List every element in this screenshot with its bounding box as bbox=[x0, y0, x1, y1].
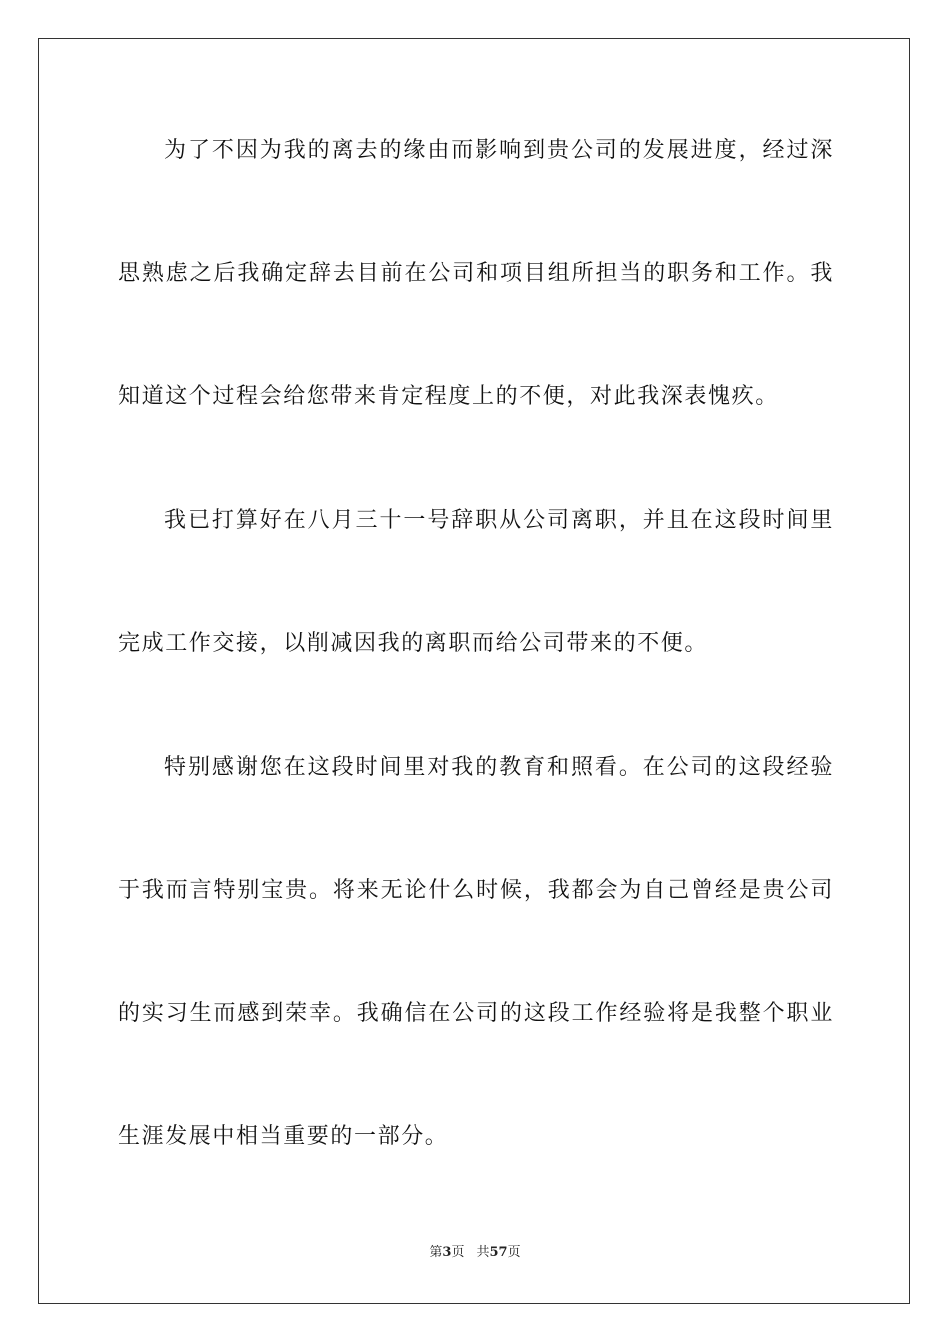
paragraph-3-line-3: 的实习生而感到荣幸。我确信在公司的这段工作经验将是我整个职业 bbox=[118, 1001, 834, 1026]
paragraph-1-line-2: 思熟虑之后我确定辞去目前在公司和项目组所担当的职务和工作。我 bbox=[118, 261, 834, 286]
paragraph-2-line-1: 我已打算好在八月三十一号辞职从公司离职，并且在这段时间里 bbox=[164, 508, 834, 533]
total-prefix: 共 bbox=[476, 1245, 490, 1260]
paragraph-3-line-1: 特别感谢您在这段时间里对我的教育和照看。在公司的这段经验 bbox=[164, 755, 834, 780]
total-suffix: 页 bbox=[507, 1245, 521, 1260]
total-pages: 57 bbox=[489, 1245, 508, 1260]
page-prefix: 第 bbox=[429, 1245, 443, 1260]
paragraph-2-line-2: 完成工作交接，以削减因我的离职而给公司带来的不便。 bbox=[118, 631, 709, 656]
page-number: 3 bbox=[442, 1245, 452, 1260]
paragraph-1-line-3: 知道这个过程会给您带来肯定程度上的不便，对此我深表愧疚。 bbox=[118, 384, 779, 409]
page-suffix: 页 bbox=[451, 1245, 465, 1260]
paragraph-3-line-4: 生涯发展中相当重要的一部分。 bbox=[118, 1124, 449, 1149]
page-frame bbox=[38, 38, 910, 1304]
page-footer bbox=[0, 1244, 950, 1262]
paragraph-1-line-1: 为了不因为我的离去的缘由而影响到贵公司的发展进度，经过深 bbox=[164, 138, 834, 163]
paragraph-3-line-2: 于我而言特别宝贵。将来无论什么时候，我都会为自己曾经是贵公司 bbox=[118, 878, 834, 903]
